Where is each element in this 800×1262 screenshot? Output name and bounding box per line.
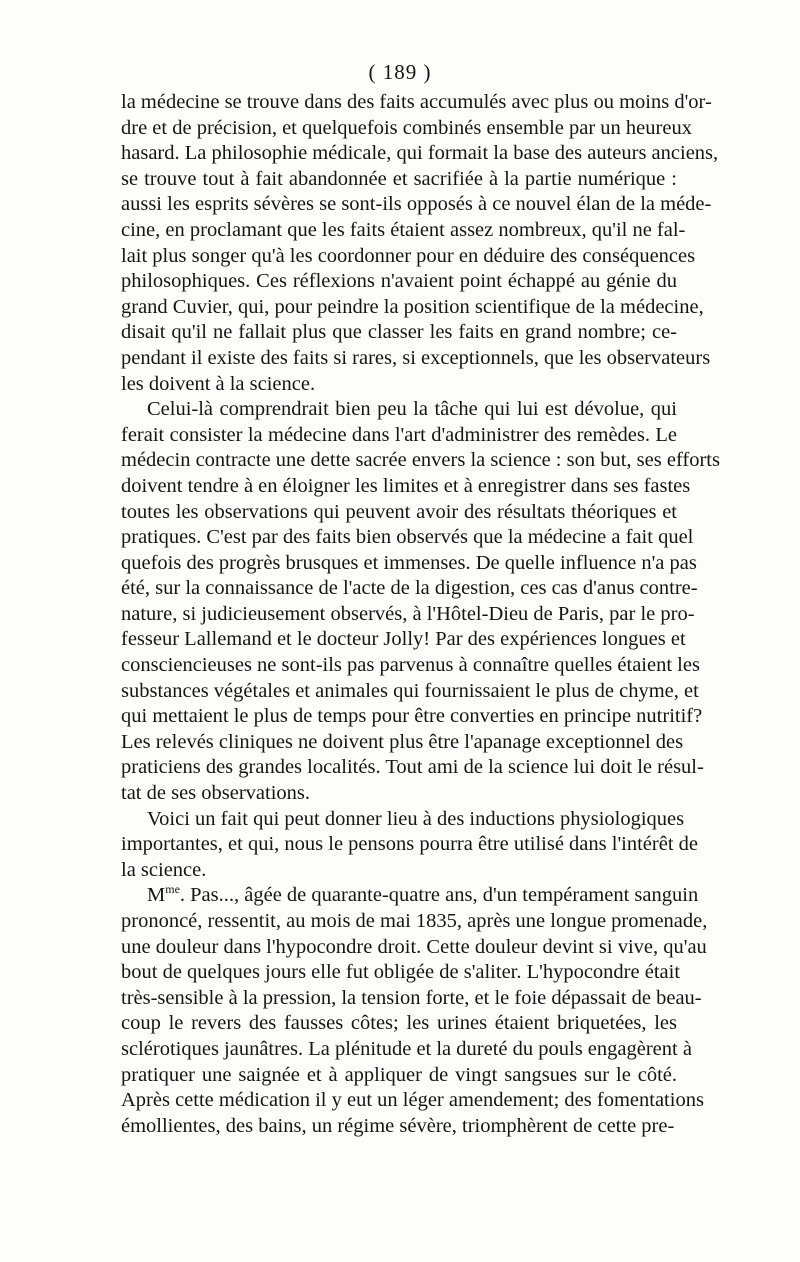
text-line: Les relevés cliniques ne doivent plus être l'apanage exceptionnel des <box>121 730 684 753</box>
text-line: pratiques. C'est par des faits bien observés que la médecine a fait quel <box>121 526 694 549</box>
page-number: ( 189 ) <box>368 60 432 84</box>
text-line: pendant il existe des faits si rares, si exceptionnels, que les observateurs <box>121 346 711 369</box>
text-line: dre et de précision, et quelquefois combinés ensemble par un heureux <box>121 116 692 139</box>
text-line: émollientes, des bains, un régime sévère, triomphèrent de cette pre- <box>121 1114 675 1137</box>
text-line: nature, si judicieusement observés, à l'Hôtel-Dieu de Paris, par le pro- <box>121 602 695 625</box>
text-line: une douleur dans l'hypocondre droit. Cette douleur devint si vive, qu'au <box>121 935 707 958</box>
text-line: consciencieuses ne sont-ils pas parvenus à connaître quelles étaient les <box>121 654 700 677</box>
text-line: prononcé, ressentit, au mois de mai 1835, après une longue promenade, <box>121 910 708 932</box>
text-line: hasard. La philosophie médicale, qui formait la base des auteurs anciens, <box>121 142 719 165</box>
text-line: les doivent à la science. <box>121 372 316 395</box>
text-line: la science. <box>121 858 207 881</box>
text-line: quefois des progrès brusques et immenses. De quelle influence n'a pas <box>121 551 697 574</box>
text-line: très-sensible à la pression, la tension forte, et le foie dépassait de beau- <box>121 986 702 1009</box>
text-line: se trouve tout à fait abandonnée et sacrifiée à la partie numérique : <box>121 167 677 190</box>
paragraph <box>121 90 719 397</box>
text-line: Après cette médication il y eut un léger amendement; des fomentations <box>121 1089 704 1112</box>
text-line: Voici un fait qui peut donner lieu à des inductions physiologiques <box>147 807 685 830</box>
text-line: $M^{me}$. Pas..., âgée de quarante-quatre ans, d'un tempérament sanguin <box>147 882 699 907</box>
text-line: la médecine se trouve dans des faits accumulés avec plus ou moins d'or- <box>121 91 712 113</box>
text-line: substances végétales et animales qui fournissaient le plus de chyme, et <box>121 679 699 702</box>
text-line: qui mettaient le plus de temps pour être converties en principe nutritif? <box>121 705 703 728</box>
text-line: doivent tendre à en éloigner les limites et à enregistrer dans ses fastes <box>121 474 691 497</box>
text-line: philosophiques. Ces réflexions n'avaient point échappé au génie du <box>121 270 677 293</box>
text-line: fesseur Lallemand et le docteur Jolly! Par des expériences longues et <box>121 628 686 651</box>
text-line: aussi les esprits sévères se sont-ils opposés à ce nouvel élan de la méde- <box>121 193 712 216</box>
paragraph <box>121 397 720 807</box>
text-line: tat de ses observations. <box>121 782 311 805</box>
text-line: toutes les observations qui peuvent avoir des résultats théoriques et <box>121 500 677 523</box>
text-line: praticiens des grandes localités. Tout ami de la science lui doit le résul- <box>121 756 704 779</box>
text-line: disait qu'il ne fallait plus que classer les faits en grand nombre; ce- <box>121 321 677 344</box>
text-line: cine, en proclamant que les faits étaient assez nombreux, qu'il ne fal- <box>121 218 686 241</box>
text-line: été, sur la connaissance de l'acte de la digestion, ces cas d'anus contre- <box>121 577 698 600</box>
paragraph <box>121 807 698 884</box>
text-line: grand Cuvier, qui, pour peindre la position scientifique de la médecine, <box>121 295 704 318</box>
text-line: médecin contracte une dette sacrée envers la science : son but, ses efforts <box>121 449 720 472</box>
text-line: importantes, et qui, nous le pensons pourra être utilisé dans l'intérêt de <box>121 833 698 856</box>
body-text <box>121 90 720 1139</box>
text-line: Celui-là comprendrait bien peu la tâche qui lui est dévolue, qui <box>147 398 677 421</box>
paragraph <box>121 882 708 1139</box>
text-line: pratiquer une saignée et à appliquer de vingt sangsues sur le côté. <box>121 1063 677 1086</box>
text-line: sclérotiques jaunâtres. La plénitude et la dureté du pouls engagèrent à <box>121 1037 692 1060</box>
text-line: coup le revers des fausses côtes; les urines étaient briquetées, les <box>121 1012 677 1035</box>
text-line: lait plus songer qu'à les coordonner pour en déduire des conséquences <box>121 244 696 267</box>
text-line: ferait consister la médecine dans l'art d'administrer des remèdes. Le <box>121 423 677 446</box>
text-line: bout de quelques jours elle fut obligée de s'aliter. L'hypocondre était <box>121 961 681 984</box>
